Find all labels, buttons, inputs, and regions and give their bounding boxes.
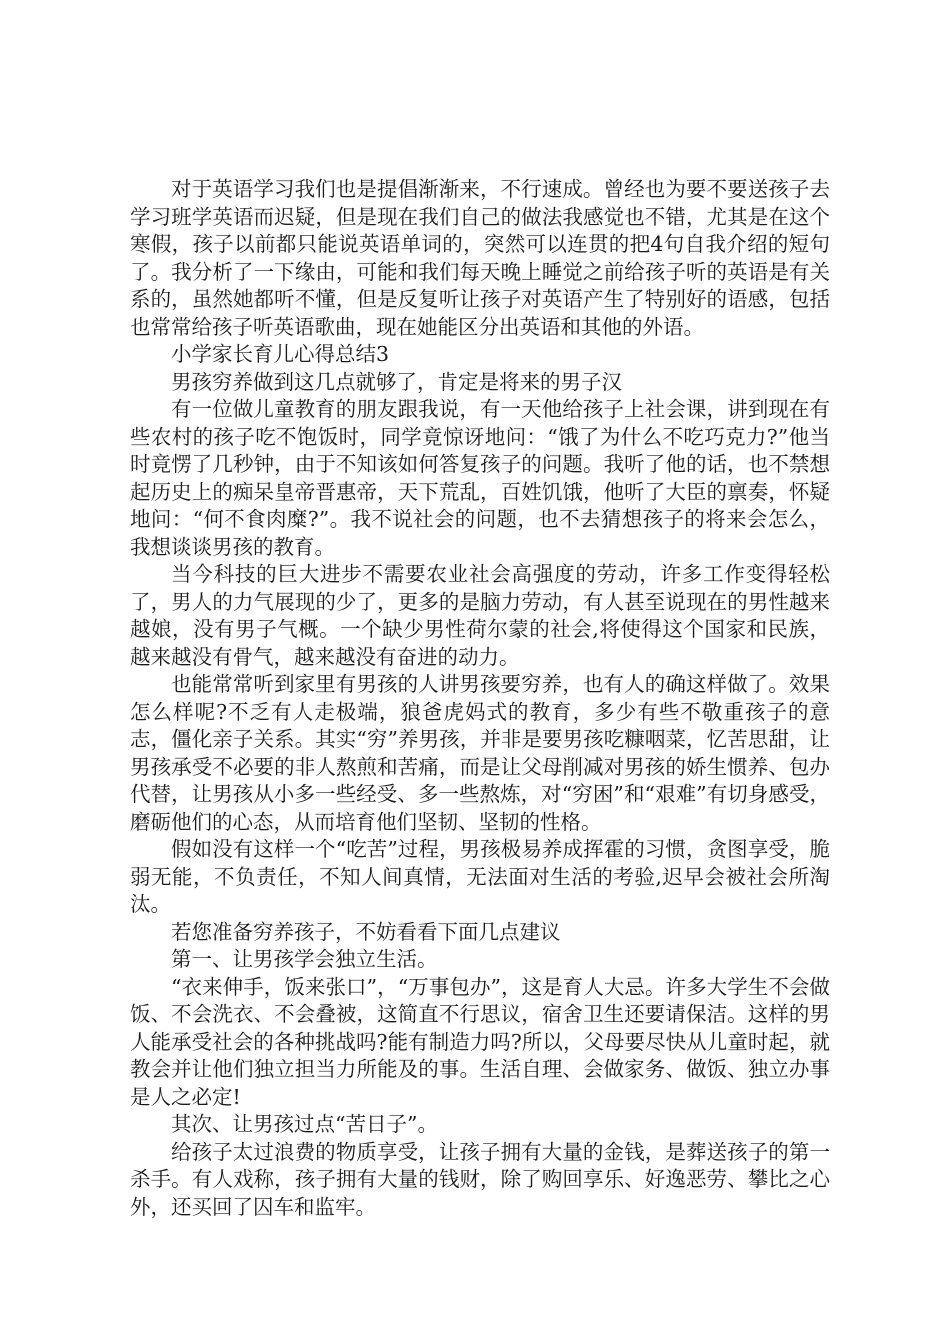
paragraph-friend-story: 有一位做儿童教育的朋友跟我说，有一天他给孩子上社会课，讲到现在有些农村的孩子吃不饱饭时，同学竟惊讶地问：“饿了为什么不吃巧克力?”他当时竟愣了几秒钟，由于不知该如何答复孩子的问题。我听了他的话，也不禁想起历史上的痴呆皇帝晋惠帝，天下荒乱，百姓饥饿，他听了大臣的禀奏，怀疑地问：“何不食肉糜?”。我不说社会的问题，也不去猜想孩子的将来会怎么，我想谈谈男孩的教育。 (130, 397, 830, 559)
document-body (130, 176, 830, 1221)
paragraph-suggestions-intro: 若您准备穷养孩子，不妨看看下面几点建议 (171, 919, 561, 944)
paragraph-material: 给孩子太过浪费的物质享受，让孩子拥有大量的金钱，是葬送孩子的第一杀手。有人戏称，孩子拥有大量的钱财，除了购回享乐、好逸恶劳、攀比之心外，还买回了囚车和监牢。 (130, 1139, 830, 1219)
paragraph-hardship: 假如没有这样一个“吃苦”过程，男孩极易养成挥霍的习惯，贪图享受，脆弱无能，不负责任，不知人间真情，无法面对生活的考验,迟早会被社会所淘汰。 (130, 837, 830, 916)
suggestion-one-heading: 第一、让男孩学会独立生活。 (171, 947, 438, 971)
paragraph-english-learning: 对于英语学习我们也是提倡渐渐来，不行速成。曾经也为要不要送孩子去学习班学英语而迟疑，但是现在我们自己的做法我感觉也不错，尤其是在这个寒假，孩子以前都只能说英语单词的，突然可以连贯的把4句自我介绍的短句了。我分析了一下缘由，可能和我们每天晚上睡觉之前给孩子听的英语是有关系的，虽然她都听不懂，但是反复听让孩子对英语产生了特别好的语感，包括也常常给孩子听英语歌曲，现在她能区分出英语和其他的外语。 (130, 177, 830, 339)
paragraph-independence: “衣来伸手，饭来张口”，“万事包办”，这是育人大忌。许多大学生不会做饭、不会洗衣、不会叠被，这简直不行思议，宿舍卫生还要请保洁。这样的男人能承受社会的各种挑战吗?能有制造力吗?所以，父母要尽快从儿童时起，就教会并让他们独立担当力所能及的事。生活自理、会做家务、做饭、独立办事是人之必定! (130, 974, 830, 1109)
paragraph-technology: 当今科技的巨大进步不需要农业社会高强度的劳动，许多工作变得轻松了，男人的力气展现的少了，更多的是脑力劳动，有人甚至说现在的男性越来越娘，没有男子气概。一个缺少男性荷尔蒙的社会,将使得这个国家和民族，越来越没有骨气，越来越没有奋进的动力。 (130, 562, 830, 669)
article-title: 男孩穷养做到这几点就够了，肯定是将来的男子汉 (171, 369, 622, 394)
section-heading: 小学家长育儿心得总结3 (171, 342, 390, 366)
paragraph-poor-raising: 也能常常听到家里有男孩的人讲男孩要穷养，也有人的确这样做了。效果怎么样呢?不乏有人走极端，狼爸虎妈式的教育，多少有些不敬重孩子的意志，僵化亲子关系。其实“穷”养男孩，并非是要男孩吃糠咽菜，忆苦思甜，让男孩承受不必要的非人熬煎和苦痛，而是让父母削减对男孩的娇生惯养、包办代替，让男孩从小多一些经受、多一些熬炼，对“穷困”和“艰难”有切身感受，磨砺他们的心态，从而培育他们坚韧、坚韧的性格。 (130, 672, 830, 834)
suggestion-two-heading: 其次、让男孩过点“苦日子”。 (171, 1112, 438, 1136)
